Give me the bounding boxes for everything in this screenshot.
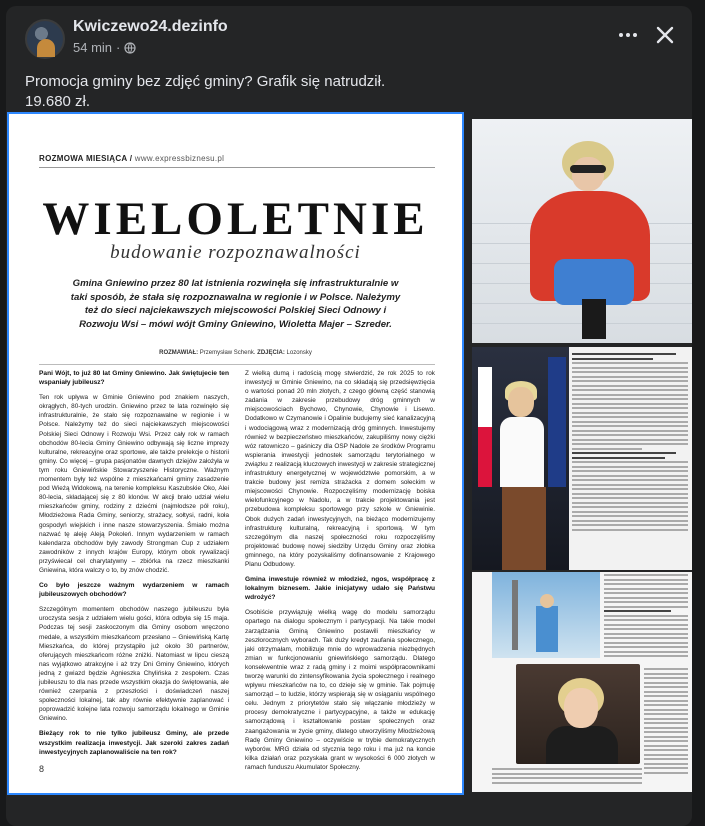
face [572, 157, 604, 191]
magazine-section-label [39, 154, 224, 163]
article-question: Bieżący rok to nie tylko jubileusz Gminy, ale przede wszystkim realizacja inwestycji. Jak szeroki zakres zadań inwestycyjnych zaplanowaliście na ten rok? [39, 730, 229, 756]
divider [39, 167, 435, 168]
post-photo-2[interactable] [472, 119, 692, 343]
close-icon[interactable] [652, 22, 678, 48]
magazine-credits: ROZMAWIAŁ: Przemysław Schenk. ZDJĘCIA: Lozonsky [159, 350, 312, 356]
post-text-line-1: Promocja gminy bez zdjęć gminy? Grafik się natrudził. [25, 73, 386, 90]
article-paragraph: Osobiście przywiązuję wielką wagę do modelu samorządu opartego na dialogu społecznym i partycypacji. Na takie model zarządzania Gminą Gniewino postawili mieszkańcy w zeszłorocznych wyborach. Tak duży kredyt zaufania społecznego, jaki otrzymałam, mobilizuje mnie do wprowadzenia niezbędnych zmian w funkcjonowaniu gniewińskiego samorządu. Dlatego konsekwentnie wraz z radą gminy i z moimi współpracownikami tworzę warunki do zintensyfikowania życia społecznego i realnego wpływu mieszkańców na to, co dzieje się w gminie. Tak pojmuję samorząd – to ludzie, którzy wspierają się w osiąganiu wspólnego celu. Jednym z priorytetów stało się włączanie młodzieży w procesy demokratyczne i partycypacyjne, a także w edukację samorządową i kształtowanie postaw społecznych oraz zaangażowania w życie gminy, dlatego utworzyliśmy Młodzieżową Radę Gminy Gniewino – oczywiście w trybie demokratycznych wyborów. MRG działa od stycznia tego roku i ma już na koncie kilka działań oraz pozyskała grant w wysokości 6 000 złotych w ramach funduszu Akumulator Społeczny. [245, 609, 435, 771]
post-time[interactable]: 54 min [73, 40, 113, 55]
spread-text-lines [492, 768, 642, 790]
polish-flag [478, 367, 492, 487]
post-text-line-2: 19.680 zł. [25, 93, 91, 110]
page-avatar[interactable] [25, 19, 65, 59]
eu-flag [548, 357, 566, 487]
post-meta [73, 40, 136, 55]
globe-icon[interactable] [124, 42, 136, 54]
person-head [540, 594, 554, 608]
page-number: 8 [39, 764, 45, 774]
article-paragraph: Z wielką dumą i radością mogę stwierdzić, że rok 2025 to rok inwestycji w Gminie Gniewino, na co składają się przedsięwzięcia o wartości ponad 20 mln złotych, z czego główną część stanowią zadania w zakresie przebudowy dróg gminnych w miejscowościach Bychowo, Chynowie, Chynowie i Lisewo. Dodatkowo w Czymanowie i Opalinie budujemy sieć kanalizacyjną i wodociągową wraz z modernizacją dróg gminnych. Inwestujemy również w bezpieczeństwo mieszkańców, zakupiliśmy nowy ciężki wóz ratowniczo – gaśniczy dla OSP Nadole ze środków Programu wspierania inwestycji jednostek samorządu terytorialnego w związku z realizacją kluczowych inwestycji w zakresie strategicznej infrastruktury energetycznej w województwie pomorskim, a w trakcie budowy jest remiza strażacka z domem sołeckim w miejscowości Chynowie. Rozpoczęliśmy modernizację boiska wielofunkcyjnego w Nadolu, a w trakcie projektowania jest przebudowa kompleksu sportowego przy szkole w Gniewinie. Obok dużych zadań inwestycyjnych, na bieżąco modernizujemy infrastrukturę kulturalną, rekreacyjną i sportową. W tym szczególnym dla naszej społeczności roku rozpoczęliśmy projektować budowę nowej siedziby Urzędu Gminy oraz złobka gminnego, na który pozyskaliśmy dofinansowanie z Krajowego Planu Odbudowy. [245, 370, 435, 568]
magazine-url: www.expressbiznesu.pl [132, 154, 225, 163]
portrait-face [564, 688, 598, 728]
article-column-right [245, 369, 435, 771]
article-question: Gmina inwestuje również w młodzież, ngos, współpracę z lokalnym biznesem. Jakie inicjatywy udało się Państwu wdrożyć? [245, 576, 435, 602]
post-photo-4[interactable] [472, 572, 692, 792]
boots [582, 299, 606, 339]
meta-separator: · [116, 40, 121, 55]
article-paragraph: Ten rok upływa w Gminie Gniewino pod znakiem naszych, okrągłych, 80-tych urodzin. Gniewino przez te lata rozwinęło się infrastrukturalnie, że stało się rozpoznawalne w regionie i w Polsce. Należymy też do sieci najciekawszych miejscowości Polskiej Sieci Odnowy i Rozwoju Wsi. Przez cały rok w ramach obchodów 80-lecia Gminy Gniewino odbywają się liczne imprezy kulturalne, rekreacyjne oraz sportowe, ale także prelekcje o historii gminy. Co więcej – grupa pasjonatów dawnych dziejów założyła w tym roku Gniewińskie Stowarzyszenie Historyczne. Ważnym momentem były też wspólne z mieszkańcami gminy zasadzenie pod Wieżą Widokową, na terenie kompleksu Kaszubskie Oko, Alei 80-lecia, składającej się z 80 klonów. W akcji brało udział wielu mieszkańców gminy, rodziny z dziećmi (najmłodsze pół roku), Młodzieżowa Rada Gminy, seniorzy, strażacy, sołtysi, radni, koła gospodyń wiejskich i inne nasze stowarzyszenia. Śmiało można nazwać tę aleję Aleją Pokoleń. Innym wydarzeniem w ramach kalendarza obchodów były zawody Strongman Cup z udziałem zawodników z innych krajów Europy, którym obok rywalizacji przyświecał cel charytatywny – zbiórka na rzecz mieszkanki Gniewina, która walczy o to, by znów chodzić. [39, 394, 229, 574]
portrait-photo [516, 664, 640, 764]
article-column-left [39, 369, 229, 759]
magazine-lead: Gmina Gniewino przez 80 lat istnienia rozwinęła się infrastrukturalnie w taki sposób, że stała się rozpoznawalna w regionie i w Polsce. Należymy też do sieci najciekawszych miejscowości Polskiej Sieci Odnowy i Rozwoju Wsi – mówi wójt Gminy Gniewino, Wioletta Majer – Szreder. [70, 278, 401, 330]
spread-text-lines [572, 353, 688, 567]
credits-value-2: Lozonsky [286, 350, 312, 356]
article-paragraph: Szczególnym momentem obchodów naszego jubileuszu była uroczysta sesja z udziałem wielu gości, która odbyła się 15 maja. Podczas tej sesji zaskoczonym dla Gminy osobom wręczono medale, a wszystkim mieszkańcom przesłano – Gniewińską Kartę Mieszkańca, do której przystąpiło już około 30 partnerów, oferujących mieszkańcom różne zniżki. Natomiast w lipcu cieszą nas wyjątkowo atrakcyjne i aż trzy Dni Gminy Gniewino, których jedną z gwiazd będzie Agnieszka Chylińska z zespołem. Czas jubileuszu to dla nas przede wszystkim okazja do świętowania, ale również czerpania z przeszłości i doświadczeń naszej społeczności lokalnej, tak aby równie efektywnie zaplanować i poprowadzić kolejne lata rozwoju samorządu lokalnego w Gminie Gniewino. [39, 606, 229, 723]
more-options-button[interactable] [617, 24, 639, 46]
post-text [25, 72, 675, 112]
sunglasses [570, 165, 606, 173]
magazine-title: WIELOLETNIE [42, 193, 429, 245]
spread-text-lines [644, 668, 688, 788]
more-horizontal-icon [619, 33, 623, 37]
tower-photo [492, 572, 600, 658]
credits-label-1: ROZMAWIAŁ: [159, 350, 199, 356]
tower [512, 580, 518, 650]
speaker-body [500, 417, 544, 487]
portrait-body [546, 726, 618, 764]
divider [39, 364, 435, 365]
magazine-subtitle: budowanie rozpoznawalności [110, 242, 361, 263]
post-photo-3[interactable] [472, 347, 692, 570]
article-question: Pani Wójt, to już 80 lat Gminy Gniewino. Jak świętujecie ten wspaniały jubileusz? [39, 370, 229, 387]
article-question: Co było jeszcze ważnym wydarzeniem w ramach jubileuszowych obchodów? [39, 582, 229, 599]
speaker-head [508, 387, 534, 417]
person-blue-suit [536, 606, 558, 652]
credits-value-1: Przemysław Schenk [199, 350, 254, 356]
spread-text-lines [604, 574, 688, 658]
post-photo-main[interactable] [7, 112, 464, 795]
magazine-section: ROZMOWA MIESIĄCA / [39, 154, 133, 163]
podium-photo [472, 347, 569, 570]
credits-label-2: ZDJĘCIA: [257, 350, 285, 356]
podium [502, 487, 546, 570]
post-author[interactable]: Kwiczewo24.dezinfo [73, 18, 228, 35]
